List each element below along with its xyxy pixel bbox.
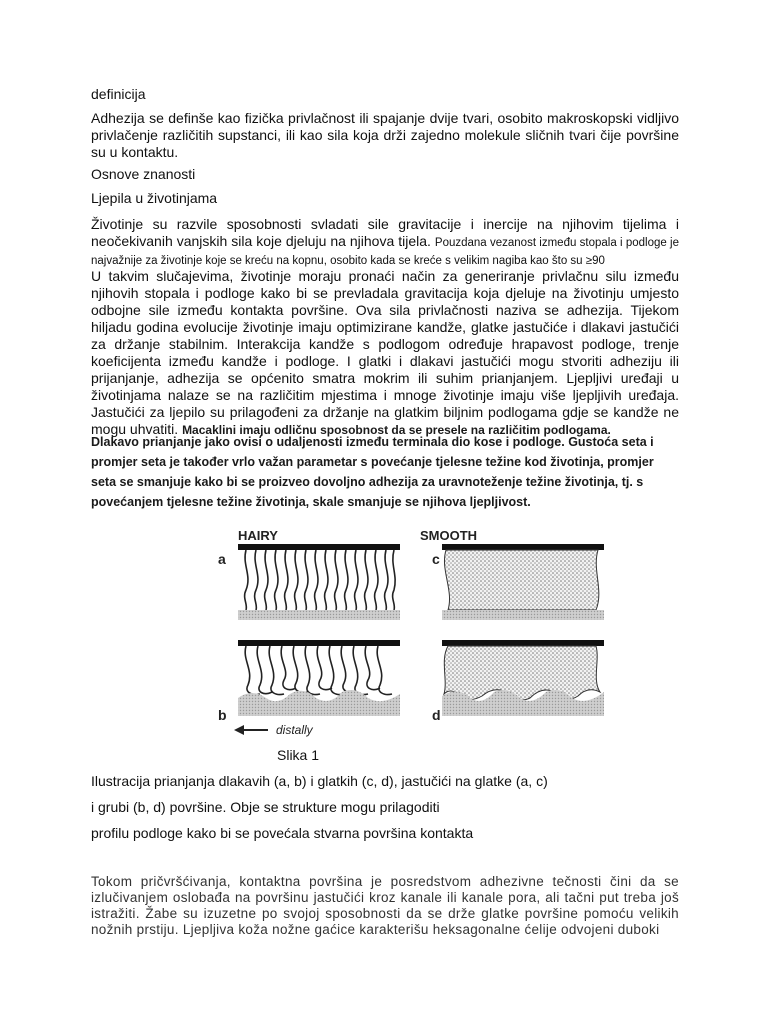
panel-c-smooth-smooth-surface <box>442 544 604 620</box>
label-smooth: SMOOTH <box>420 528 478 543</box>
paragraph-zivotinje-small: Pouzdana vezanost između stopala i podloge je najvažnije za životinje koje se kreću na kopnu, osobito kada se kreće s velikim nagiba kao što su ≥90 <box>91 237 679 267</box>
panel-label-a: a <box>218 551 226 567</box>
paragraph-u-takvim-text: U takvim slučajevima, životinje moraju pronaći način za generiranje privlačnu silu između njihovih stopala i podloge kako bi se prevladala gravitacija koja djeluje na životinju umjesto odbojne sile između kontakta površine. Ova sila privlačnosti naziva se adhezija. Tijekom hiljadu godina evolucije životinje imaju optimizirane kandže, glatke jastučiće i dlakavi jastučići za držanje stabilnim. Interakcija kandže s podlogom određuje hrapavost podloge, trenje koeficijenta između kandže i podloge. I glatki i dlakavi jastučići mogu stvoriti adheziju ili prijanjanje, adhezija se općenito smatra mokrim ili suhim prianjanjem. Ljepljivi uređaji u životinjama nalaze se na različitim mjestima i mnoge životinje imaju više ljepljivih uređaja. Jastučići za ljepilo su prilagođeni za držanje na glatkim biljnim podlogama gdje se kandže ne mogu uhvatiti. <box>91 268 679 437</box>
paragraph-dlakavo: Dlakavo prianjanje jako ovisi o udaljenosti između terminala dio kose i podloge. Gustoća seta i promjer seta je također vrlo važan parametar s povećanje tjelesne težine kod životinja, promjer seta se smanjuje kako bi se proizveo dovoljno adhezija za uravnoteženje težine životinja, tj. s povećanjem tjelesne težine životinja, skale smanjuje se njihova ljepljivost. <box>91 435 654 509</box>
panel-label-c: c <box>432 551 440 567</box>
figure-illustration <box>212 520 622 748</box>
caption-line-2: i grubi (b, d) površine. Obje se strukture mogu prilagoditi <box>91 799 440 815</box>
paragraph-u-takvim <box>91 268 679 438</box>
heading-definicija: definicija <box>91 86 146 102</box>
paragraph-zivotinje <box>91 216 679 269</box>
caption-slika-1: Slika 1 <box>277 747 320 763</box>
caption-line-3: profilu podloge kako bi se povećala stvarna površina kontakta <box>91 825 474 841</box>
arrow-label-distally: distally <box>276 723 313 737</box>
paragraph-macaklini: Macaklini imaju odličnu sposobnost da se presele na različitim podlogama. <box>182 423 611 437</box>
label-hairy: HAIRY <box>238 528 278 543</box>
paragraph-tokom-pricvrscivanja: Tokom pričvršćivanja, kontaktna površina je posredstvom adhezivne tečnosti čini da se izlučivanjem oslobađa na površinu jastučići kroz kanale ili kanale pora, ali tačni put treba još istražiti. Žabe su izuzetne po svojoj sposobnosti da se drže glatke površine pomoću velikih nožnih prstiju. Ljepljiva koža nožne gaćice karakterišu heksagonalne ćelije odvojeni duboki <box>91 874 679 937</box>
paragraph-adhezija-definicija: Adhezija se definše kao fizička privlačnost ili spajanje dvije tvari, osobito makroskopski vidljivo privlačenje različitih supstanci, ili kao sila koja drži zajedno molekule sličnih tvari čije površine su u kontaktu. <box>91 110 679 160</box>
panel-label-d: d <box>432 707 441 723</box>
panel-d-smooth-rough-surface <box>442 640 604 716</box>
arrow-distally <box>234 723 314 737</box>
panel-label-b: b <box>218 707 227 723</box>
panel-b-hairy-rough-surface <box>238 640 400 716</box>
paragraph-zivotinje-main: Životinje su razvile sposobnosti svladati sile gravitacije i inercije na njihovim tijelima i neočekivanih vanjskih sila koje djeluju na njihova tijela. <box>91 216 679 249</box>
heading-osnove-znanosti: Osnove znanosti <box>91 166 196 182</box>
figure-hairy-smooth-adhesion <box>212 520 622 748</box>
panel-a-hairy-smooth-surface <box>238 544 400 620</box>
heading-ljepila: Ljepila u životinjama <box>91 190 218 206</box>
caption-line-1: Ilustracija prianjanja dlakavih (a, b) i glatkih (c, d), jastučići na glatke (a, c) <box>91 773 548 789</box>
